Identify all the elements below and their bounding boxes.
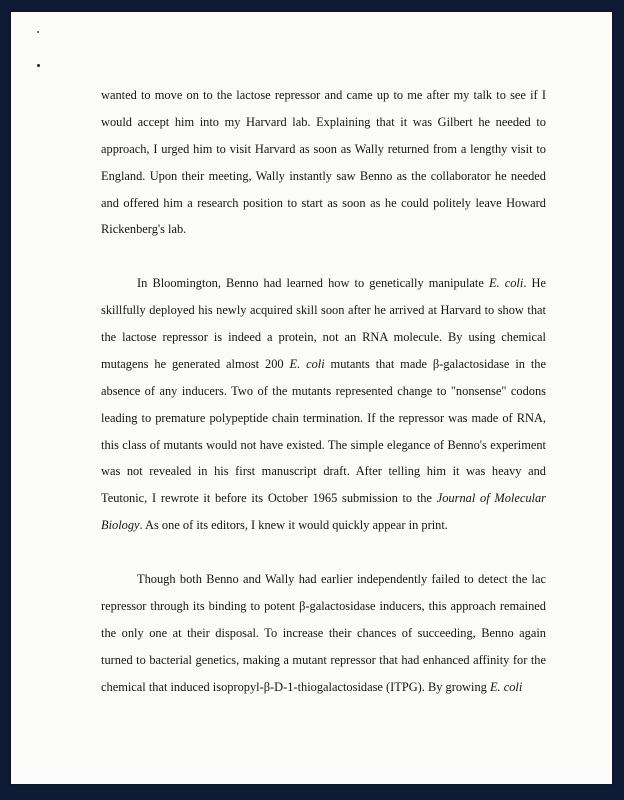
- text-run: . As one of its editors, I knew it would quickly appear in print.: [139, 518, 448, 533]
- text-run: Though both Benno and Wally had earlier independently failed to detect the lac: [137, 572, 546, 587]
- text-line: [101, 593, 546, 620]
- text-line: [101, 297, 546, 324]
- text-run: skillfully deployed his newly acquired skill soon after he arrived at Harvard to show that: [101, 303, 546, 318]
- italic-species-name: E. coli: [289, 356, 325, 371]
- paragraph-1: [101, 82, 546, 243]
- italic-journal-title: Biology: [101, 518, 140, 533]
- text-line: [101, 674, 546, 701]
- text-run: England. Upon their meeting, Wally instantly saw Benno as the collaborator he needed: [101, 168, 546, 183]
- paragraph-3: [101, 566, 546, 700]
- document-page: [11, 12, 612, 784]
- text-run: turned to bacterial genetics, making a mutant repressor that had enhanced affinity for the: [101, 652, 546, 667]
- text-line: [101, 405, 546, 432]
- text-line: [101, 270, 546, 297]
- text-run: the only one at their disposal. To increase their chances of succeeding, Benno again: [101, 625, 546, 640]
- text-run: repressor through its binding to potent β-galactosidase inducers, this approach remained: [101, 598, 546, 613]
- scanner-edge: [614, 0, 624, 800]
- text-line: [101, 620, 546, 647]
- text-run: absence of any inducers. Two of the mutants represented change to "nonsense" codons: [101, 383, 546, 398]
- text-run: . He: [523, 276, 546, 291]
- dust-speck: [37, 64, 40, 67]
- paragraph-2: [101, 270, 546, 539]
- paragraph-gap: [101, 539, 546, 566]
- text-line: [101, 109, 546, 136]
- text-line: [101, 324, 546, 351]
- text-line: [101, 378, 546, 405]
- text-run: chemical that induced isopropyl-β-D-1-thiogalactosidase (ITPG). By growing: [101, 679, 490, 694]
- text-run: mutagens he generated almost 200: [101, 356, 290, 371]
- text-line: [101, 432, 546, 459]
- text-line: [101, 647, 546, 674]
- text-run: was not revealed in his first manuscript draft. After telling him it was heavy and: [101, 464, 546, 479]
- text-run: Rickenberg's lab.: [101, 222, 187, 237]
- text-run: would accept him into my Harvard lab. Explaining that it was Gilbert he needed to: [101, 114, 546, 129]
- text-run: and offered him a research position to start as soon as he could politely leave Howard: [101, 195, 546, 210]
- text-line: [101, 163, 546, 190]
- text-run: wanted to move on to the lactose repressor and came up to me after my talk to see if I: [101, 88, 546, 102]
- text-line: [101, 512, 546, 539]
- text-run: the lactose repressor is indeed a protein, not an RNA molecule. By using chemical: [101, 330, 546, 345]
- text-line: [101, 136, 546, 163]
- text-line: [101, 566, 546, 593]
- text-line: [101, 351, 546, 378]
- text-line: [101, 190, 546, 217]
- paragraph-gap: [101, 243, 546, 270]
- text-run: this class of mutants would not have existed. The simple elegance of Benno's experiment: [101, 437, 546, 452]
- text-line: [101, 485, 546, 512]
- text-run: Teutonic, I rewrote it before its October 1965 submission to the: [101, 491, 437, 506]
- text-line: [101, 82, 546, 109]
- italic-journal-title: Journal of Molecular: [436, 491, 546, 506]
- text-run: mutants that made β-galactosidase in the: [324, 356, 546, 371]
- italic-species-name: E. coli: [488, 276, 524, 291]
- text-run: In Bloomington, Benno had learned how to genetically manipulate: [137, 276, 489, 291]
- dust-speck: [37, 31, 39, 33]
- document-body: [101, 82, 546, 700]
- text-line: [101, 458, 546, 485]
- italic-species-name: E. coli: [489, 679, 523, 694]
- text-line: [101, 216, 546, 243]
- text-run: leading to premature polypeptide chain termination. If the repressor was made of RNA,: [101, 410, 546, 425]
- text-run: approach, I urged him to visit Harvard as soon as Wally returned from a lengthy visit to: [101, 141, 546, 156]
